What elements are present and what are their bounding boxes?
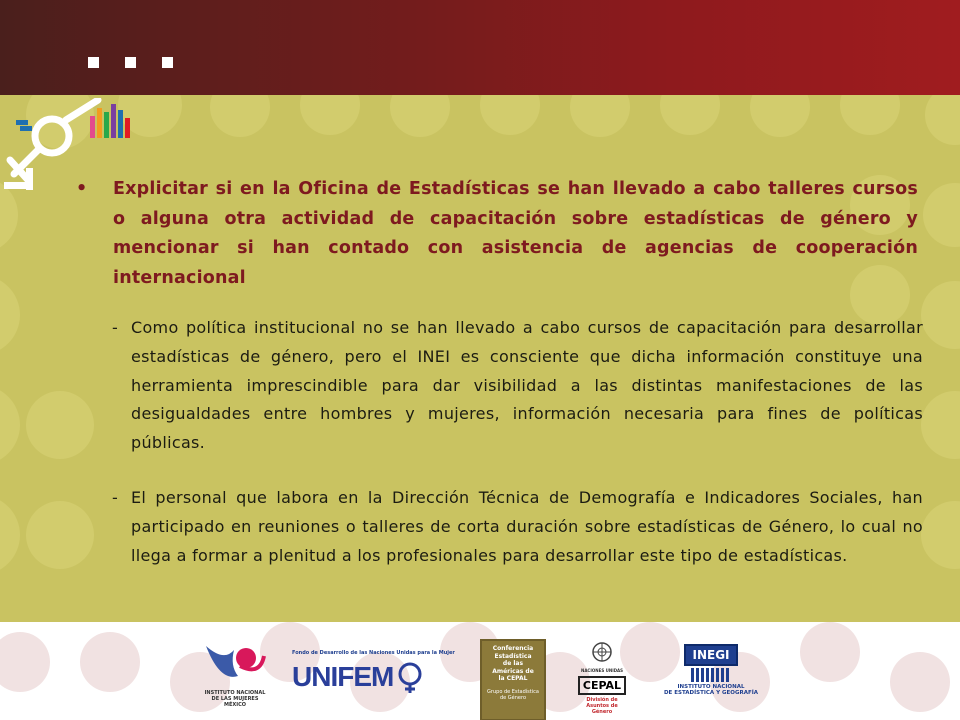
dot-icon [125, 57, 136, 68]
sub-item-marker: - [112, 318, 119, 337]
dot-icon [88, 57, 99, 68]
unifem-tagline: Fondo de Desarrollo de las Naciones Unidas para la Mujer [292, 650, 455, 656]
title-dots [88, 53, 199, 65]
sub-item-text: El personal que labora en la Dirección Técnica de Demografía e Indicadores Sociales, han participado en reuniones o talleres de corta duración sobre estadísticas de Género, lo cual no llega a formar a plenitud a los profesionales para desarrollar este tipo de estadísticas. [131, 488, 923, 565]
sub-item-text: Como política institucional no se han llevado a cabo cursos de capacitación para desarrollar estadísticas de género, pero el INEI es consciente que dicha información constituye una herramienta imprescindible para dar visibilidad a las distintas manifestaciones de las desigualdades entre hombres y mujeres, información necesaria para fines de políticas públicas. [131, 318, 923, 453]
inmujeres-logo [200, 636, 270, 716]
cepal-name: CEPAL [578, 676, 626, 695]
bullet-dot: • [76, 179, 88, 199]
sub-item [112, 314, 923, 458]
inegi-logo: INEGI INSTITUTO NACIONAL DE ESTADÍSTICA Y GEOGRAFÍA [656, 644, 766, 718]
bullet-text: Explicitar si en la Oficina de Estadísticas se han llevado a cabo talleres cursos o alguna otra actividad de capacitación sobre estadísticas de género y mencionar si han contado con asistencia de agencias de cooperación internacional [113, 179, 918, 288]
footer-logos [0, 622, 960, 720]
inegi-grid-icon [691, 668, 731, 682]
dot-icon [162, 57, 173, 68]
cepal-logo: NACIONES UNIDAS CEPAL División de Asuntos de Género [572, 640, 632, 718]
inmujeres-logo-icon [200, 636, 270, 686]
inmujeres-caption: INSTITUTO NACIONAL DE LAS MUJERES MÉXICO [204, 690, 266, 708]
main-bullet [76, 175, 918, 293]
sub-item-marker: - [112, 488, 119, 507]
unifem-name: UNIFEM [292, 661, 394, 692]
unifem-logo [292, 650, 455, 712]
conferencia-logo: Conferencia Estadística de las Américas de la CEPAL Grupo de Estadística de Género [480, 639, 546, 720]
sub-item [112, 484, 923, 570]
inegi-name: INEGI [684, 644, 737, 666]
un-wreath-icon [590, 640, 614, 664]
title-bar [0, 0, 960, 95]
un-emblem-icon [393, 660, 427, 694]
